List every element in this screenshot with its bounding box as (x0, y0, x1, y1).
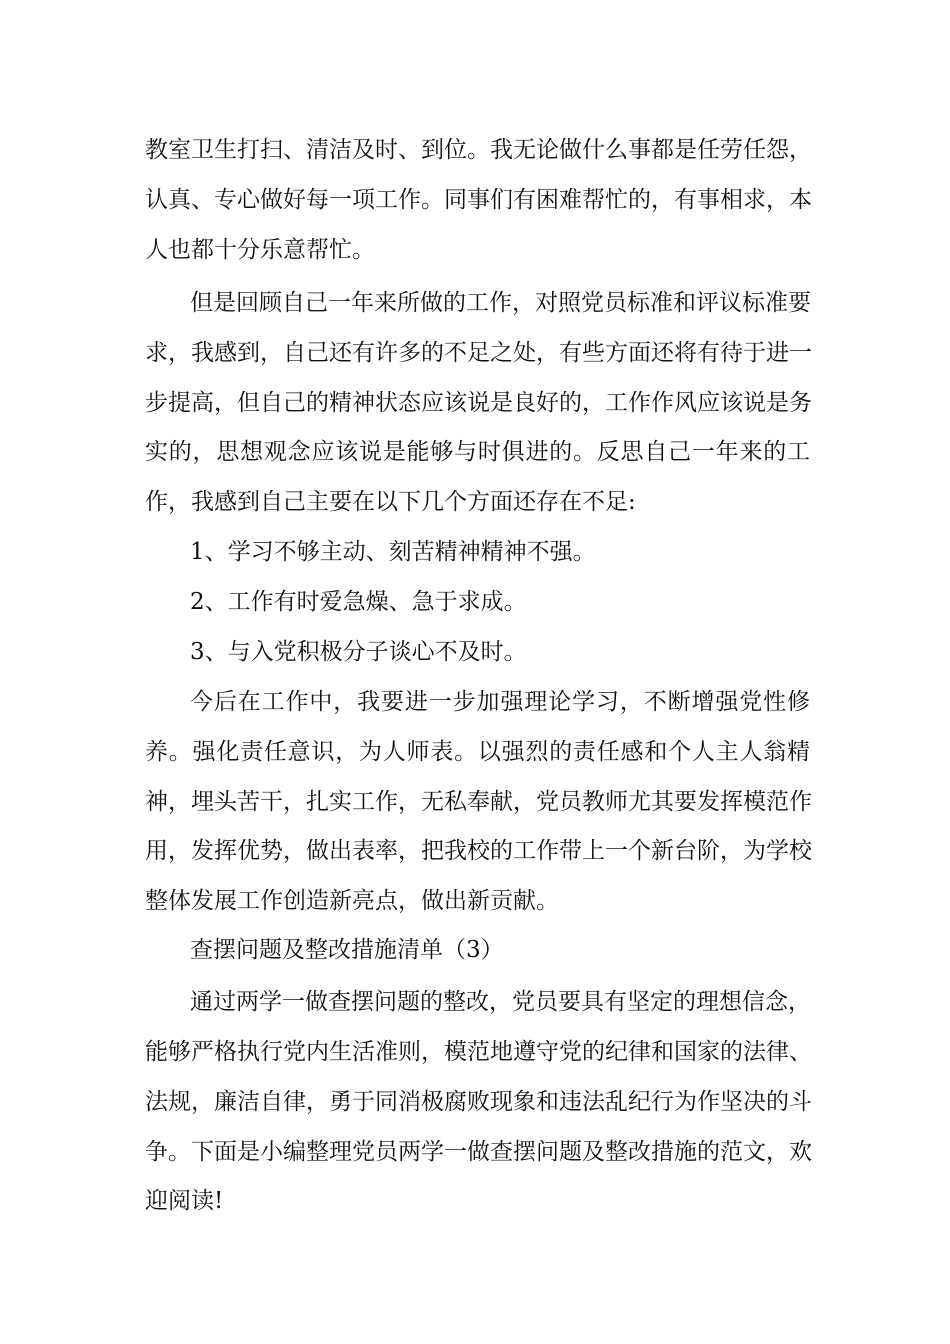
list-item: 1、学习不够主动、刻苦精神精神不强。 (190, 539, 596, 565)
text-line: 人也都十分乐意帮忙。 (145, 237, 375, 263)
text-line: 实的，思想观念应该说是能够与时俱进的。反思自己一年来的工 (145, 439, 810, 465)
section-heading: 查摆问题及整改措施清单（3） (190, 937, 504, 963)
text-line: 认真、专心做好每一项工作。同事们有困难帮忙的，有事相求，本 (145, 187, 812, 213)
list-item: 3、与入党积极分子谈心不及时。 (190, 639, 527, 665)
text-line: 但是回顾自己一年来所做的工作，对照党员标准和评议标准要 (190, 290, 811, 316)
text-line: 教室卫生打扫、清洁及时、到位。我无论做什么事都是任劳任怨， (145, 137, 812, 163)
text-line: 求，我感到，自己还有许多的不足之处，有些方面还将有待于进一 (145, 340, 812, 366)
text-line: 法规，廉洁自律，勇于同消极腐败现象和违法乱纪行为作坚决的斗 (145, 1089, 812, 1115)
text-line: 通过两学一做查摆问题的整改，党员要具有坚定的理想信念， (190, 989, 811, 1015)
text-line: 养。强化责任意识，为人师表。以强烈的责任感和个人主人翁精 (145, 739, 810, 765)
text-line: 神，埋头苦干，扎实工作，无私奉献，党员教师尤其要发挥模范作 (145, 789, 812, 815)
text-line: 步提高，但自己的精神状态应该说是良好的，工作作风应该说是务 (145, 390, 812, 416)
text-line: 作，我感到自己主要在以下几个方面还存在不足: (145, 489, 636, 515)
text-line: 争。下面是小编整理党员两学一做查摆问题及整改措施的范文，欢 (145, 1139, 812, 1165)
text-line: 今后在工作中，我要进一步加强理论学习，不断增强党性修 (190, 689, 810, 715)
list-item: 2、工作有时爱急燥、急于求成。 (190, 589, 527, 615)
text-line: 整体发展工作创造新亮点，做出新贡献。 (145, 888, 559, 914)
text-line: 迎阅读! (145, 1188, 224, 1214)
text-line: 用，发挥优势，做出表率，把我校的工作带上一个新台阶，为学校 (145, 838, 812, 864)
text-line: 能够严格执行党内生活准则，模范地遵守党的纪律和国家的法律、 (145, 1039, 812, 1065)
